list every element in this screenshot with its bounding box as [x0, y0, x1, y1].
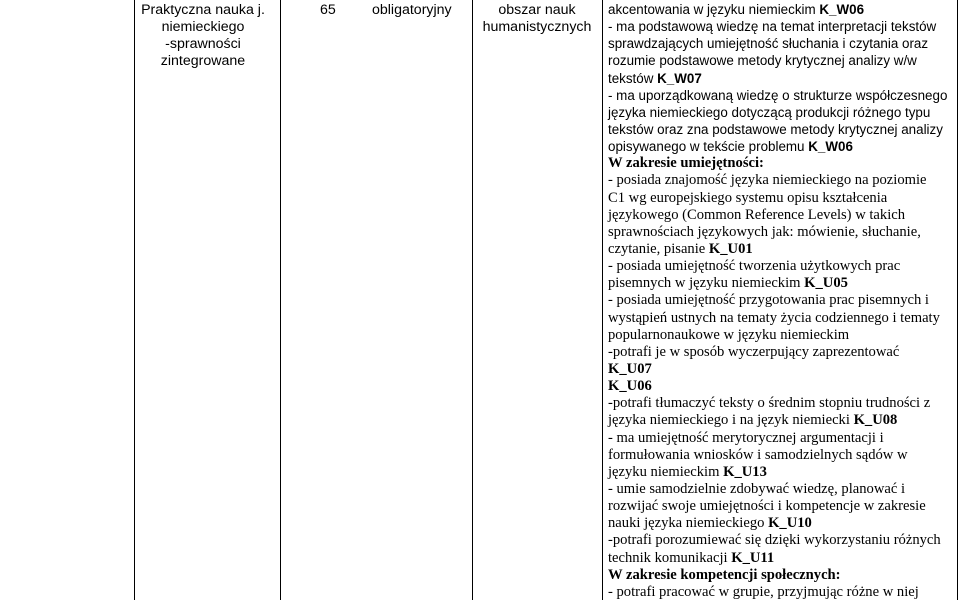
- outcome-line: [608, 18, 958, 35]
- outcome-line: [608, 35, 958, 52]
- outcome-text: tekstów oraz zna podstawowe metody krytycznej analizy: [608, 121, 943, 137]
- outcome-text: - ma umiejętność merytorycznej argumentacji i: [608, 429, 884, 446]
- outcome-code: K_U05: [804, 275, 848, 292]
- outcome-line: [608, 1, 958, 18]
- outcome-line: [608, 430, 958, 447]
- outcome-text: rozumie podstawowe metody krytycznej analizy w/w: [608, 53, 917, 69]
- outcome-text: - potrafi pracować w grupie, przyjmując różne w niej: [608, 583, 919, 600]
- column-divider: [134, 0, 135, 600]
- subject-name-line: -sprawności: [165, 36, 241, 52]
- outcome-code: K_U10: [768, 515, 812, 532]
- outcome-text: pisemnych w języku niemieckim: [608, 275, 805, 292]
- outcome-line: [608, 87, 958, 104]
- area-line: obszar nauk: [498, 2, 576, 18]
- outcome-line: [608, 361, 958, 378]
- outcome-section-heading: [608, 567, 958, 584]
- outcome-line: [608, 190, 958, 207]
- outcome-line: [608, 584, 958, 600]
- outcome-line: [608, 412, 958, 429]
- outcome-code: K_U08: [853, 412, 898, 429]
- outcome-code: K_U01: [708, 240, 753, 257]
- outcome-line: [608, 258, 958, 275]
- outcome-text: tekstów: [608, 70, 658, 86]
- outcome-text: -potrafi je w sposób wyczerpujący zaprezentować: [608, 343, 900, 360]
- outcome-line: [608, 310, 958, 327]
- course-type: obligatoryjny: [372, 2, 452, 18]
- outcome-line: [608, 292, 958, 309]
- outcome-text: C1 wg europejskiego systemu opisu kształcenia: [608, 189, 888, 206]
- outcome-code: K_U07: [608, 360, 652, 377]
- outcome-text: -potrafi tłumaczyć teksty o średnim stopniu trudności z: [608, 395, 931, 412]
- outcome-line: [608, 481, 958, 498]
- outcome-line: [608, 378, 958, 395]
- outcome-line: [608, 447, 958, 464]
- outcome-line: [608, 515, 958, 532]
- outcome-code: K_U13: [723, 463, 767, 480]
- outcome-line: [608, 138, 958, 155]
- outcome-text: - posiada umiejętność tworzenia użytkowych prac: [608, 258, 901, 275]
- outcome-text: technik komunikacji: [608, 549, 732, 566]
- outcome-text: -potrafi porozumiewać się dzięki wykorzystaniu różnych: [608, 532, 941, 549]
- outcome-text: rozwijać swoje umiejętności i kompetencje w zakresie: [608, 498, 926, 515]
- outcome-text: - posiada umiejętność przygotowania prac pisemnych i: [608, 292, 929, 309]
- outcome-line: [608, 241, 958, 258]
- outcome-code: K_U06: [608, 378, 652, 395]
- outcome-text: popularnonaukowe w języku niemieckim: [608, 326, 850, 343]
- outcome-text: wystąpień ustnych na tematy życia codziennego i tematy: [608, 309, 940, 326]
- outcome-line: [608, 464, 958, 481]
- outcome-line: [608, 327, 958, 344]
- outcome-line: [608, 104, 958, 121]
- hours-value: 65: [320, 2, 336, 18]
- subject-name-line: Praktyczna nauka j.: [141, 2, 265, 18]
- area-line: humanistycznych: [482, 19, 592, 35]
- outcome-code: K_W06: [808, 139, 853, 155]
- outcome-text: opisywanego w tekście problemu: [608, 139, 809, 155]
- area-cell: [478, 2, 596, 36]
- subject-name-line: niemieckiego: [161, 19, 245, 35]
- outcome-text: języku niemieckim: [608, 463, 724, 480]
- outcome-text: akcentowania w języku niemieckim: [608, 2, 820, 17]
- outcome-text: językowego (Common Reference Levels) w takich: [608, 206, 906, 223]
- outcome-text: - umie samodzielnie zdobywać wiedzę, planować i: [608, 480, 906, 497]
- outcome-code: K_W07: [657, 70, 702, 86]
- column-divider: [472, 0, 473, 600]
- outcome-text: W zakresie umiejętności:: [608, 155, 764, 172]
- outcome-text: nauki języka niemieckiego: [608, 515, 769, 532]
- outcome-text: sprawnościach językowych jak: mówienie, słuchanie,: [608, 223, 921, 240]
- outcome-code: K_U11: [731, 549, 775, 566]
- outcome-line: [608, 52, 958, 69]
- outcome-line: [608, 344, 958, 361]
- learning-outcomes-cell: [608, 1, 958, 600]
- outcome-text: sprawdzających umiejętność słuchania i czytania oraz: [608, 36, 929, 52]
- outcome-text: - ma uporządkowaną wiedzę o strukturze współczesnego: [608, 87, 948, 103]
- outcome-line: [608, 532, 958, 549]
- outcome-text: - ma podstawową wiedzę na temat interpretacji tekstów: [608, 19, 937, 35]
- outcome-text: czytanie, pisanie: [608, 240, 709, 257]
- outcome-line: [608, 498, 958, 515]
- outcome-line: [608, 121, 958, 138]
- outcome-line: [608, 172, 958, 189]
- outcome-line: [608, 550, 958, 567]
- outcome-text: formułowania wniosków i samodzielnych sądów w: [608, 446, 908, 463]
- outcome-text: - posiada znajomość języka niemieckiego na poziomie: [608, 172, 927, 189]
- subject-name-line: zintegrowane: [160, 53, 246, 69]
- outcome-text: języka niemieckiego i na język niemiecki: [608, 412, 854, 429]
- column-divider: [602, 0, 603, 600]
- outcome-section-heading: [608, 155, 958, 172]
- column-divider: [280, 0, 281, 600]
- outcome-line: [608, 70, 958, 87]
- outcome-line: [608, 275, 958, 292]
- hours-type-cell: [320, 2, 460, 19]
- outcome-line: [608, 224, 958, 241]
- subject-name-cell: [140, 2, 266, 70]
- outcome-line: [608, 395, 958, 412]
- outcome-text: języka niemieckiego dotyczącą produkcji różnego typu: [608, 104, 931, 120]
- outcome-line: [608, 207, 958, 224]
- outcome-text: W zakresie kompetencji społecznych:: [608, 566, 841, 583]
- outcome-code: K_W06: [819, 2, 865, 17]
